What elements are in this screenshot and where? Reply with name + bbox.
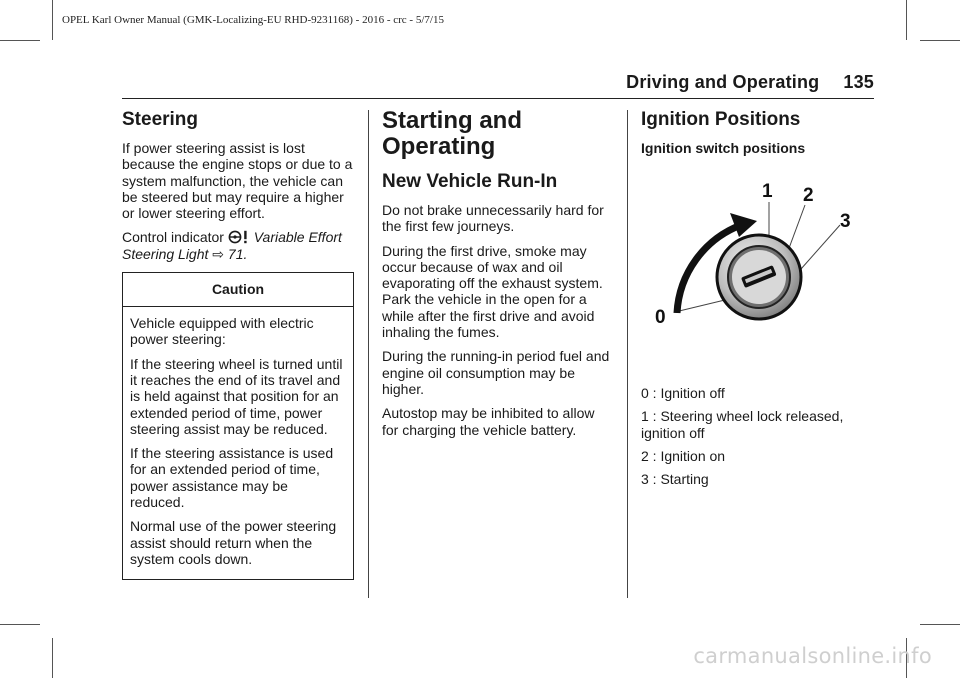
legend-item: 1 : Steering wheel lock released, ignition off bbox=[641, 408, 844, 441]
page-reference-arrow-icon: ⇨ bbox=[212, 245, 225, 262]
heading-run-in: New Vehicle Run-In bbox=[382, 171, 558, 192]
crop-mark bbox=[0, 624, 40, 625]
position-0-line bbox=[675, 299, 729, 312]
watermark-link[interactable]: carmanualsonline.info bbox=[693, 644, 932, 668]
crop-mark bbox=[0, 40, 40, 41]
crop-mark bbox=[52, 0, 53, 40]
position-1-label: 1 bbox=[762, 181, 773, 202]
control-reference[interactable]: Variable Effort Steering Light bbox=[122, 229, 342, 262]
caution-paragraph: If the steering assistance is used for an extended period of time, power assistance may be reduced. bbox=[130, 445, 334, 511]
run-in-paragraph: During the running-in period fuel and engine oil consumption may be higher. bbox=[382, 348, 610, 397]
position-0-label: 0 bbox=[655, 307, 666, 328]
legend-item: 3 : Starting bbox=[641, 471, 709, 488]
ignition-switch-figure bbox=[641, 167, 881, 377]
position-3-label: 3 bbox=[840, 211, 851, 232]
run-in-paragraph: During the first drive, smoke may occur because of wax and oil evaporating off the exhaust system. Park the vehicle in the open for a while after the first drive and avoid inhaling the fumes. bbox=[382, 242, 603, 341]
steering-paragraph: If power steering assist is lost because the engine stops or due to a system malfunction, the vehicle can be steered but may require a higher or lower steering effort. bbox=[122, 140, 353, 222]
document-meta: OPEL Karl Owner Manual (GMK-Localizing-EU RHD-9231168) - 2016 - crc - 5/7/15 bbox=[62, 14, 444, 26]
caution-paragraph: Vehicle equipped with electric power steering: bbox=[130, 315, 314, 348]
ignition-legend bbox=[641, 385, 881, 487]
crop-mark bbox=[906, 0, 907, 40]
heading-ignition-positions: Ignition Positions bbox=[641, 109, 801, 130]
caution-paragraph: Normal use of the power steering assist should return when the system cools down. bbox=[130, 518, 337, 567]
position-3-line bbox=[801, 225, 840, 269]
running-header bbox=[626, 72, 874, 93]
crop-mark bbox=[920, 624, 960, 625]
column-starting bbox=[382, 108, 614, 446]
column-steering bbox=[122, 108, 356, 580]
legend-item: 2 : Ignition on bbox=[641, 447, 726, 464]
column-divider bbox=[368, 110, 369, 598]
column-divider bbox=[627, 110, 628, 598]
caution-box bbox=[122, 272, 354, 580]
crop-mark bbox=[52, 638, 53, 678]
heading-starting-operating: Starting and Operating bbox=[382, 107, 523, 160]
run-in-paragraph: Autostop may be inhibited to allow for charging the vehicle battery. bbox=[382, 405, 595, 438]
column-ignition bbox=[641, 108, 881, 494]
section-title: Driving and Operating bbox=[626, 72, 820, 92]
control-indicator-line bbox=[122, 229, 356, 262]
steering-warning-icon bbox=[228, 230, 250, 244]
caution-title: Caution bbox=[123, 273, 353, 307]
page-reference-number[interactable]: 71 bbox=[227, 245, 244, 262]
crop-mark bbox=[920, 40, 960, 41]
control-indicator-text: Control indicator bbox=[122, 229, 224, 246]
position-2-label: 2 bbox=[803, 185, 814, 206]
header-rule bbox=[122, 98, 874, 99]
page-number: 135 bbox=[843, 72, 874, 92]
caution-body bbox=[123, 307, 353, 579]
heading-steering: Steering bbox=[122, 109, 199, 130]
legend-item: 0 : Ignition off bbox=[641, 385, 725, 401]
reference-period: . bbox=[243, 245, 248, 262]
figure-title: Ignition switch positions bbox=[641, 140, 806, 156]
run-in-paragraph: Do not brake unnecessarily hard for the first few journeys. bbox=[382, 202, 604, 235]
caution-paragraph: If the steering wheel is turned until it reaches the end of its travel and is held against that position for an extended period of time, power steering assist may be reduced. bbox=[130, 355, 343, 437]
